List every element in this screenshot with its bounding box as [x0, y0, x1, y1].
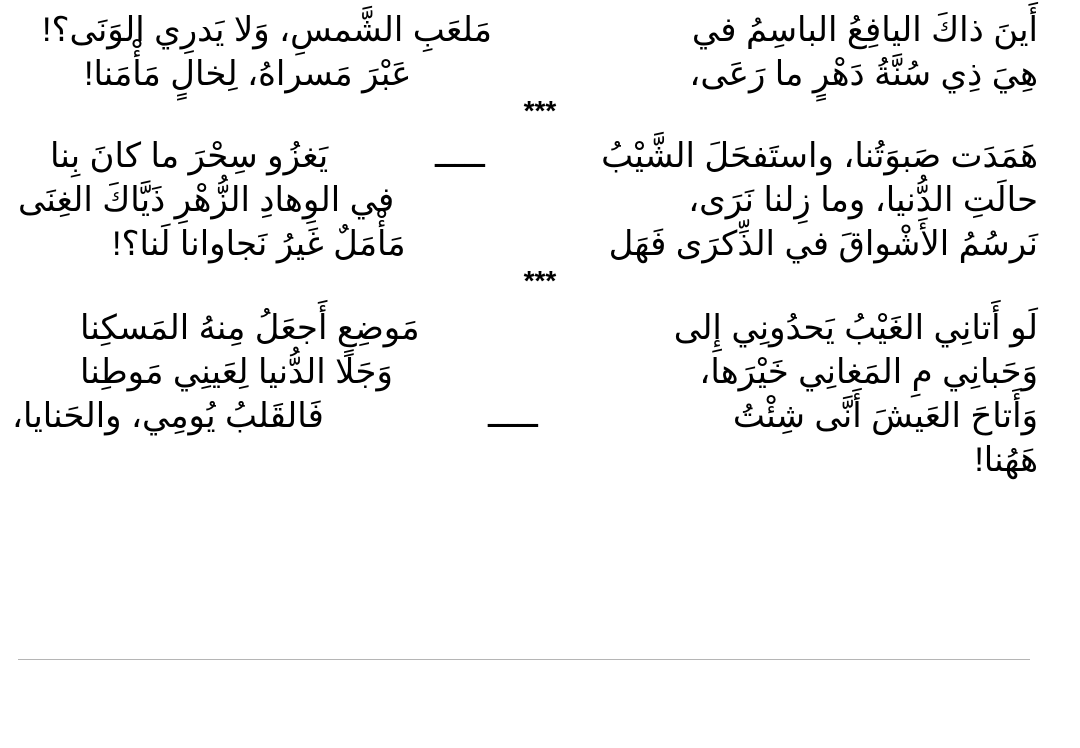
verse-dash: ـــــ — [488, 397, 538, 435]
verse-line — [0, 8, 1080, 52]
verse-second-hemistich: مَوضِعٍ أَجعَلُ مِنهُ المَسكِنا — [80, 309, 420, 347]
verse-line — [0, 134, 1080, 178]
verse-first-hemistich: وَحَبانِي مِ المَغانِي خَيْرَها، — [699, 353, 1038, 391]
verse-line — [0, 306, 1080, 350]
verse-line — [0, 350, 1080, 394]
verse-first-hemistich: نَرسُمُ الأَشْواقَ في الذِّكرَى فَهَل — [608, 225, 1038, 263]
verse-second-hemistich: يَغزُو سِحْرَ ما كانَ بِنا — [50, 137, 329, 175]
verse-first-hemistich: هَمَدَت صَبوَتُنا، واستَفحَلَ الشَّيْبُ — [601, 137, 1038, 175]
poem — [0, 8, 1080, 482]
verse-first-hemistich: هِيَ ذِي سُنَّةُ دَهْرٍ ما رَعَى، — [689, 55, 1038, 93]
verse-first-hemistich: أَينَ ذاكَ اليافِعُ الباسِمُ في — [691, 11, 1038, 49]
verse-second-hemistich: مَأْمَلٌ غَيرُ نَجاوانا لَنا؟! — [112, 225, 406, 263]
verse-second-hemistich: مَلعَبِ الشَّمسِ، وَلا يَدرِي الوَنَى؟! — [42, 11, 492, 49]
verse-line — [0, 222, 1080, 266]
verse-second-hemistich: فَالقَلبُ يُومِي، والحَنايا، — [12, 397, 324, 435]
verse-first-hemistich: وَأَتاحَ العَيشَ أَنَّى شِئْتُ — [732, 397, 1038, 435]
verse-closing-word: هَهُنا! — [974, 441, 1038, 479]
verse-second-hemistich: وَجَلا الدُّنيا لِعَينِي مَوطِنا — [80, 353, 393, 391]
verse-second-hemistich: في الوِهادِ الزُّهْرِ ذَيَّاكَ الغِنَى — [18, 181, 395, 219]
verse-line — [0, 394, 1080, 438]
verse-line — [0, 178, 1080, 222]
horizontal-divider — [18, 659, 1030, 660]
stanza-separator: *** — [523, 95, 557, 126]
verse-first-hemistich: لَو أَتانِي الغَيْبُ يَحدُونِي إِلى — [673, 309, 1038, 347]
verse-dash: ـــــ — [435, 137, 485, 175]
stanza-separator: *** — [523, 265, 557, 296]
verse-line — [0, 52, 1080, 96]
verse-line — [0, 438, 1080, 482]
verse-second-hemistich: عَبْرَ مَسراهُ، لِخالٍ مَأْمَنا! — [84, 55, 412, 93]
verse-first-hemistich: حالَتِ الدُّنيا، وما زِلنا نَرَى، — [688, 181, 1038, 219]
